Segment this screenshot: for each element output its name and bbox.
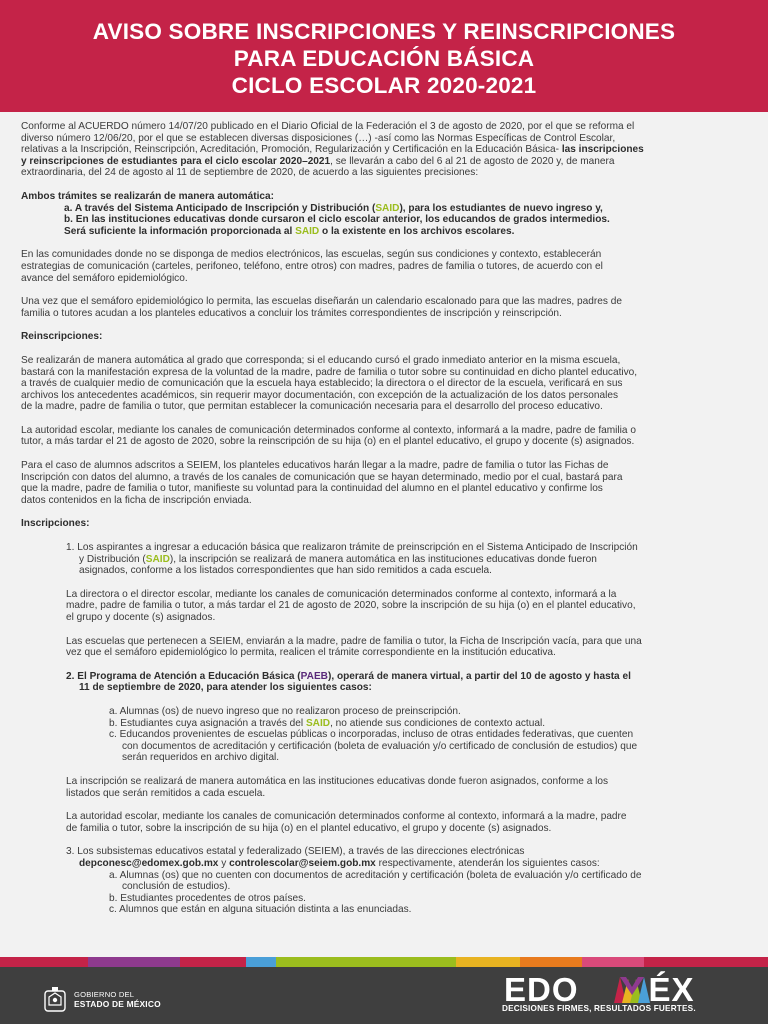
stripe: [456, 957, 520, 967]
inscripciones-autoridad-paragraph: La autoridad escolar, mediante los canales de comunicación determinados conforme al contexto, informará a la madre, padre de familia o tutor, sobre la inscripción de su hija (o) en el plantel educativo, el grupo y docente (s) asignados.: [66, 811, 627, 834]
stripe: [520, 957, 582, 967]
header-title-line3: CICLO ESCOLAR 2020-2021: [231, 73, 537, 98]
inscripciones-item-3: 3. Los subsistemas educativos estatal y federalizado (SEIEM), a través de las direcciones electrónicas depconesc@edomex.gob.mx y controlescolar@seiem.gob.mx respectivamente, atenderán los siguientes casos:: [66, 846, 600, 869]
automatic-item-b: b. En las instituciones educativas donde cursaron el ciclo escolar anterior, los educandos de grados intermedios.: [64, 214, 610, 226]
stripe: [180, 957, 246, 967]
reinscripciones-paragraph-3: Para el caso de alumnos adscritos a SEIEM, los planteles educativos harán llegar a la madre, padre de familia o tutor las Fichas de Inscripción con datos del alumno, a través de los canales de comunicación que se hayan determinado, medio por el cual, bastará para que la madre, padre de familia o tutor, manifieste su voluntad para la continuidad del alumno en el plantel educativo y confirme los datos contenidos en la ficha de inscripción enviada.: [21, 460, 623, 506]
state-seal-icon: [42, 985, 68, 1015]
inscripciones-title: Inscripciones:: [21, 518, 90, 530]
intro-paragraph: Conforme al ACUERDO número 14/07/20 publicado en el Diario Oficial de la Federación el 3 de agosto de 2020, por el que se reforma el diverso número 12/06/20, por el que se establecen diversas disposiciones (…) -así como las Normas Específicas de Control Escolar, relativas a la Inscripción, Reinscripción, Acreditación, Promoción, Regularización y Certificación en la Educación Básica- las inscripciones y reinscripciones de estudiantes para el ciclo escolar 2020–2021, se llevarán a cabo del 6 al 21 de agosto de 2020 y, de manera extraordinaria, del 24 de agosto al 11 de septiembre de 2020, de acuerdo a las siguientes precisiones:: [21, 121, 644, 179]
communities-paragraph: En las comunidades donde no se disponga de medios electrónicos, las escuelas, según sus condiciones y contexto, establecerán estrategias de comunicación (carteles, perifoneo, teléfono, entre otros) con madres, padres de familia o tutores, de acuerdo con el avance del semáforo epidemiológico.: [21, 249, 603, 284]
inscripciones-seiem-paragraph: Las escuelas que pertenecen a SEIEM, enviarán a la madre, padre de familia o tutor, la Ficha de Inscripción vacía, para que una vez que el semáforo epidemiológico lo permita, realicen el trámite correspondiente en la institución educativa.: [66, 635, 642, 659]
inscripciones-directora-paragraph: La directora o el director escolar, mediante los canales de comunicación determinados conforme al contexto, informará a la madre, padre de familia o tutor, a más tardar el 21 de agosto de 2020, sobre la inscripción de su hija (o) en el plantel educativo, el grupo y docente (s) asignados.: [66, 588, 636, 623]
gob-line2: ESTADO DE MÉXICO: [74, 999, 161, 1009]
item-2-case-c: c. Educandos provenientes de escuelas públicas o incorporadas, incluso de otras entidades federativas, que cuenten con documentos de acreditación y certificación (boleta de evaluación y/o certificado de conclusión de estudios) que serán requeridos en archivo digital.: [109, 729, 638, 764]
stripe: [246, 957, 276, 967]
item-2-case-a: a. Alumnas (os) de nuevo ingreso que no realizaron proceso de preinscripción.: [109, 705, 461, 717]
stripe: [582, 957, 644, 967]
gobierno-logo: [42, 985, 161, 1015]
item-3-case-b: b. Estudiantes procedentes de otros países.: [109, 892, 306, 904]
brand-suffix: ÉX: [648, 971, 695, 1008]
automatic-item-a: a. A través del Sistema Anticipado de Inscripción y Distribución (SAID), para los estudiantes de nuevo ingreso y,: [64, 202, 603, 214]
reinscripciones-paragraph-1: Se realizarán de manera automática al grado que corresponda; si el educando cursó el grado inmediato anterior en la misma escuela, bastará con la manifestación expresa de la voluntad de la madre, padre de familia o tutor sobre su continuidad en dicho plantel educativo, a través de cualquier medio de comunicación que la escuela haya establecido; la directora o el director de la escuela, verificará en sus archivos los antecedentes académicos, sin requerir mayor documentación, con excepción de la actualización de los datos personales de la madre, padre de familia o tutor, que permitan establecer la comunicación necesaria para el desarrollo del proceso educativo.: [21, 354, 638, 413]
slogan: DECISIONES FIRMES, RESULTADOS FUERTES.: [502, 1004, 696, 1013]
email-controlescolar[interactable]: controlescolar@seiem.gob.mx: [229, 857, 376, 869]
header-title-line2: PARA EDUCACIÓN BÁSICA: [233, 46, 535, 71]
edomex-logo: [502, 970, 742, 1018]
email-depconesc[interactable]: depconesc@edomex.gob.mx: [79, 857, 219, 869]
header-title-line1: AVISO SOBRE INSCRIPCIONES Y REINSCRIPCIONES: [92, 19, 676, 44]
gob-line1: GOBIERNO DEL: [74, 990, 135, 1000]
item-2-case-b: b. Estudiantes cuya asignación a través del SAID, no atiende sus condiciones de contexto actual.: [109, 717, 545, 729]
inscripciones-item-2: 2. El Programa de Atención a Educación Básica (PAEB), operará de manera virtual, a partir del 10 de agosto y hasta el 11 de septiembre de 2020, para atender los siguientes casos:: [66, 670, 631, 694]
stripe: [0, 957, 88, 967]
stripe: [88, 957, 180, 967]
automatic-title: Ambos trámites se realizarán de manera automática:: [21, 190, 275, 202]
stripe: [276, 957, 456, 967]
item-3-case-a: a. Alumnas (os) que no cuenten con documentos de acreditación y certificación (boleta de evaluación y/o certificado de conclusión de estudios).: [109, 869, 642, 893]
stripe: [644, 957, 768, 967]
colorful-m-icon: [612, 975, 652, 1005]
item-3-case-c: c. Alumnos que están en alguna situación distinta a las enunciadas.: [109, 904, 412, 916]
color-stripes: [0, 957, 768, 967]
reinscripciones-title: Reinscripciones:: [21, 331, 103, 343]
inscripciones-auto-paragraph: La inscripción se realizará de manera automática en las instituciones educativas donde fueron asignados, conforme a los listados que serán remitidos a cada escuela.: [66, 775, 609, 799]
brand-prefix: EDO: [504, 971, 579, 1008]
inscripciones-item-1: 1. Los aspirantes a ingresar a educación básica que realizaron trámite de preinscripción en el Sistema Anticipado de Inscripción y Distribución (SAID), la inscripción se realizará de manera automática en las instituciones educativas donde fueron asignados, conforme a los listados correspondientes que han sido remitidos a cada escuela.: [66, 542, 638, 577]
header-banner: [0, 0, 768, 112]
semaforo-paragraph: Una vez que el semáforo epidemiológico lo permita, las escuelas diseñarán un calendario escalonado para que las madres, padres de familia o tutores acudan a los planteles educativos a concluir los trámites correspondientes de inscripción y reinscripción.: [21, 296, 622, 319]
reinscripciones-paragraph-2: La autoridad escolar, mediante los canales de comunicación determinados conforme al contexto, informará a la madre, padre de familia o tutor, a más tardar el 21 de agosto de 2020, sobre la reinscripción de su hija (o) en el plantel educativo, el grupo y docente (s) asignados.: [21, 424, 636, 448]
automatic-note: Será suficiente la información proporcionada al SAID o la existente en los archivos escolares.: [64, 225, 515, 237]
notice-body: [21, 121, 750, 916]
